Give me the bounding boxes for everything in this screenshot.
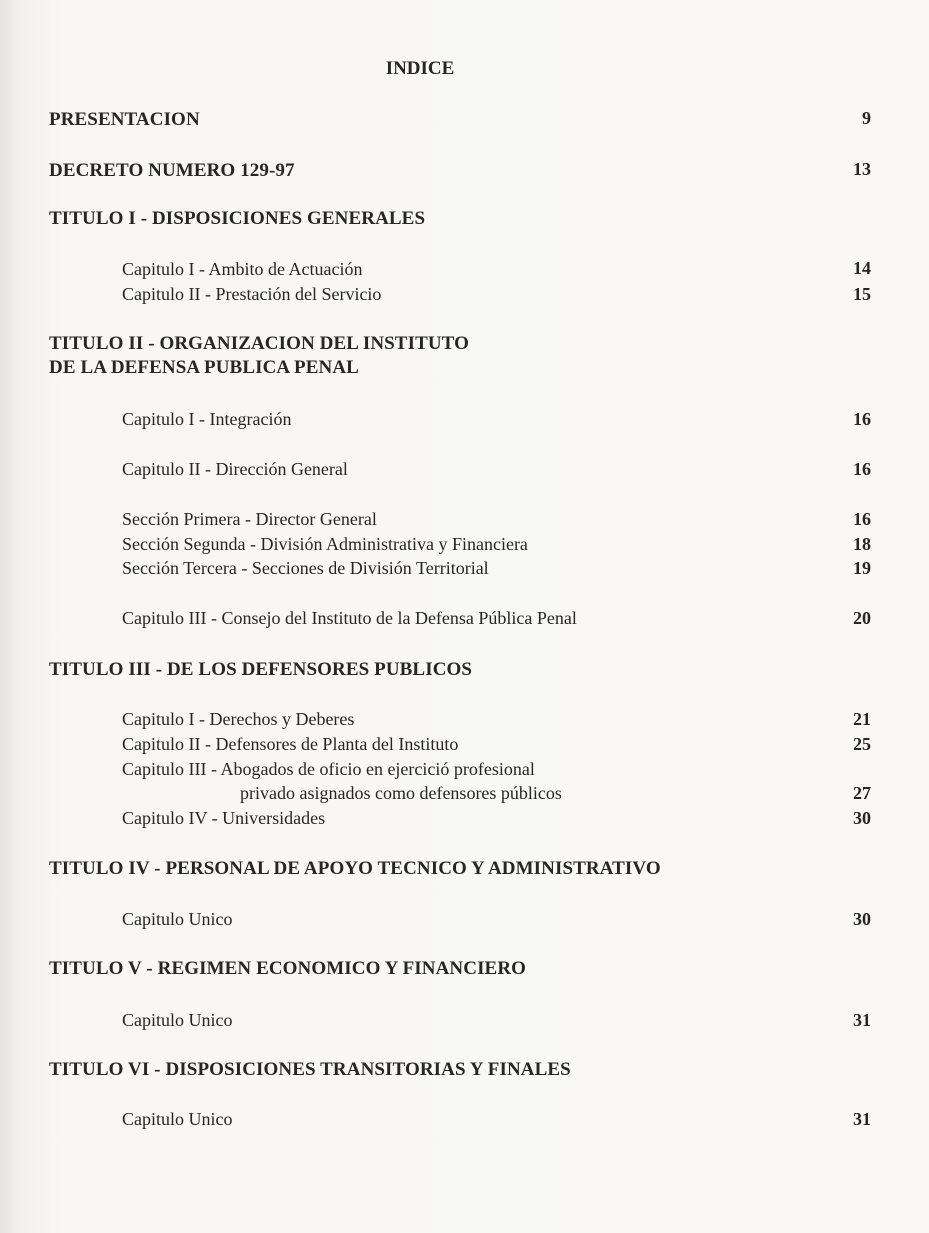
toc-t6-capitulo-unico-page: 31 [853,1109,871,1129]
toc-t5-capitulo-unico-label: Capitulo Unico [122,1010,233,1030]
toc-titulo-3-label: TITULO III - DE LOS DEFENSORES PUBLICOS [49,659,473,680]
toc-t2-seccion-3-page: 19 [853,558,871,578]
toc-t2-capitulo-1-label: Capitulo I - Integración [122,409,292,429]
toc-t3-capitulo-2-label: Capitulo II - Defensores de Planta del Instituto [122,734,459,754]
toc-t2-seccion-2-page: 18 [853,534,871,554]
toc-t2-seccion-2-label: Sección Segunda - División Administrativa y Financiera [122,534,528,554]
toc-t4-capitulo-unico-label: Capitulo Unico [122,909,233,929]
toc-t3-capitulo-4-page: 30 [853,808,871,828]
toc-t5-capitulo-unico-page: 31 [853,1010,871,1030]
toc-t2-capitulo-3-label: Capitulo III - Consejo del Instituto de la Defensa Pública Penal [122,608,577,628]
toc-t2-capitulo-2-page: 16 [853,459,871,479]
toc-presentacion-page: 9 [862,108,871,128]
toc-decreto-page: 13 [853,159,871,179]
toc-t2-capitulo-1-page: 16 [853,409,871,429]
toc-t6-capitulo-unico-label: Capitulo Unico [122,1109,233,1129]
toc-t4-capitulo-unico-page: 30 [853,909,871,929]
toc-t3-capitulo-3-page: 27 [853,783,871,803]
toc-t2-capitulo-3-page: 20 [853,608,871,628]
toc-titulo-4-label: TITULO IV - PERSONAL DE APOYO TECNICO Y ADMINISTRATIVO [49,858,661,879]
toc-t1-capitulo-1-page: 14 [853,258,871,278]
toc-t2-seccion-1-page: 16 [853,509,871,529]
toc-t3-capitulo-3-label-line2: privado asignados como defensores públicos [240,783,562,803]
toc-t2-seccion-3-label: Sección Tercera - Secciones de División Territorial [122,558,489,578]
toc-t1-capitulo-2-label: Capitulo II - Prestación del Servicio [122,284,382,304]
toc-t3-capitulo-3-label-line1: Capitulo III - Abogados de oficio en ejercició profesional [122,759,535,779]
toc-t1-capitulo-1-label: Capitulo I - Ambito de Actuación [122,259,363,279]
toc-titulo-2-label-line1: TITULO II - ORGANIZACION DEL INSTITUTO [49,333,469,354]
toc-t1-capitulo-2-page: 15 [853,284,871,304]
toc-t2-capitulo-2-label: Capitulo II - Dirección General [122,459,348,479]
toc-titulo-2-label-line2: DE LA DEFENSA PUBLICA PENAL [49,357,359,378]
toc-t2-seccion-1-label: Sección Primera - Director General [122,509,377,529]
toc-decreto-label: DECRETO NUMERO 129-97 [49,160,295,181]
toc-titulo-1-label: TITULO I - DISPOSICIONES GENERALES [49,208,426,229]
toc-t3-capitulo-1-page: 21 [853,709,871,729]
toc-presentacion-label: PRESENTACION [49,109,200,130]
index-heading: INDICE [385,58,455,79]
toc-t3-capitulo-4-label: Capitulo IV - Universidades [122,808,326,828]
toc-titulo-6-label: TITULO VI - DISPOSICIONES TRANSITORIAS Y FINALES [49,1059,571,1080]
toc-titulo-5-label: TITULO V - REGIMEN ECONOMICO Y FINANCIERO [49,958,527,979]
toc-t3-capitulo-2-page: 25 [853,734,871,754]
toc-t3-capitulo-1-label: Capitulo I - Derechos y Deberes [122,709,355,729]
